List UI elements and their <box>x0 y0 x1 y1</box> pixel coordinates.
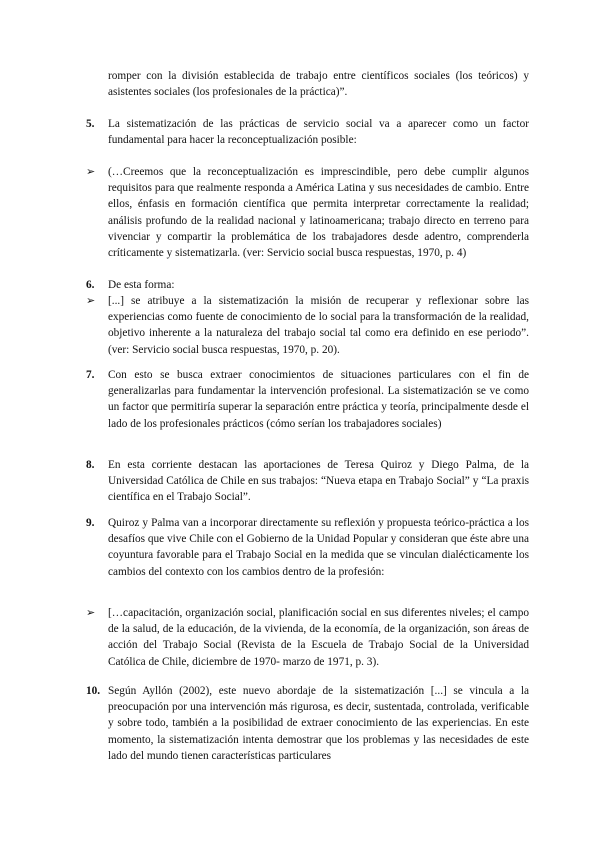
list-item-5 <box>86 116 529 148</box>
quote-text: [...] se atribuye a la sistematización la misión de recuperar y reflexionar sobre las experiencias como fuente de conocimiento de lo social para la transformación de la realidad, objetivo inherente a la naturaleza del trabajo social tal como era definido en ese periodo”. (ver: Servicio social busca respuestas, 1970, p. 20). <box>108 295 529 356</box>
item-text: Según Ayllón (2002), este nuevo abordaje de la sistematización [...] se vincula a la preocupación por una intervención más rigurosa, es decir, sustentada, controlada, verificable y sobre todo, también a la posibilidad de extraer conocimiento de las experiencias. En este momento, la sistematización intenta demostrar que los problemas y las necesidades de este lado del mundo tienen características particulares <box>108 685 529 762</box>
arrow-bullet-icon: ➢ <box>86 165 96 178</box>
item-number: 7. <box>86 369 95 381</box>
list-item-9 <box>86 515 529 580</box>
list-item-8 <box>86 457 529 506</box>
quote-block-2 <box>86 293 529 358</box>
quote-block-3 <box>86 605 529 670</box>
item-text: Con esto se busca extraer conocimientos de situaciones particulares con el fin de generalizarlas para fundamentar la intervención profesional. La sistematización se ve como un factor que permitiría superar la separación entre práctica y teoría, principalmente desde el lado de los profesionales prácticos (cómo serían los trabajadores sociales) <box>108 369 529 430</box>
arrow-bullet-icon: ➢ <box>86 606 96 619</box>
quote-text: […capacitación, organización social, planificación social en sus diferentes niveles; el campo de la salud, de la educación, de la vivienda, de la economía, de la organización, son áreas de acción del Trabajo Social (Revista de la Escuela de Trabajo Social de la Universidad Católica de Chile, diciembre de 1970- marzo de 1971, p. 3). <box>108 607 529 668</box>
item-number: 5. <box>86 118 95 130</box>
item-number: 6. <box>86 279 95 291</box>
list-item-7 <box>86 367 529 432</box>
continuation-text: romper con la división establecida de trabajo entre científicos sociales (los teóricos) y asistentes sociales (los profesionales de la práctica)”. <box>108 70 529 99</box>
list-item-6 <box>86 277 529 293</box>
item-text: La sistematización de las prácticas de servicio social va a aparecer como un factor fundamental para hacer la reconceptualización posible: <box>108 118 529 147</box>
continuation-paragraph <box>108 68 529 100</box>
item-number: 10. <box>86 685 101 697</box>
item-text: En esta corriente destacan las aportaciones de Teresa Quiroz y Diego Palma, de la Universidad Católica de Chile en sus trabajos: “Nueva etapa en Trabajo Social” y “La praxis científica en el Trabajo Social”. <box>108 459 529 504</box>
arrow-bullet-icon: ➢ <box>86 294 96 307</box>
list-item-10 <box>86 683 529 764</box>
item-text: Quiroz y Palma van a incorporar directamente su reflexión y propuesta teórico-práctica a los desafíos que vive Chile con el Gobierno de la Unidad Popular y consideran que éste abre una coyuntura favorable para el Trabajo Social en la medida que se vinculan dialécticamente los cambios del contexto con los cambios dentro de la profesión: <box>108 517 529 578</box>
quote-text: (…Creemos que la reconceptualización es imprescindible, pero debe cumplir algunos requisitos para que realmente responda a América Latina y sus necesidades de cambio. Entre ellos, énfasis en formación científica que permita interpretar correctamente la realidad; análisis profundo de la realidad nacional y latinoamericana; trabajo directo en terreno para vivenciar y compartir la problemática de los trabajadores desde adentro, comprenderla críticamente y sistematizarla. (ver: Servicio social busca respuestas, 1970, p. 4) <box>108 166 529 260</box>
item-number: 9. <box>86 517 95 529</box>
item-text: De esta forma: <box>108 279 175 291</box>
item-number: 8. <box>86 459 95 471</box>
quote-block-1 <box>86 164 529 261</box>
